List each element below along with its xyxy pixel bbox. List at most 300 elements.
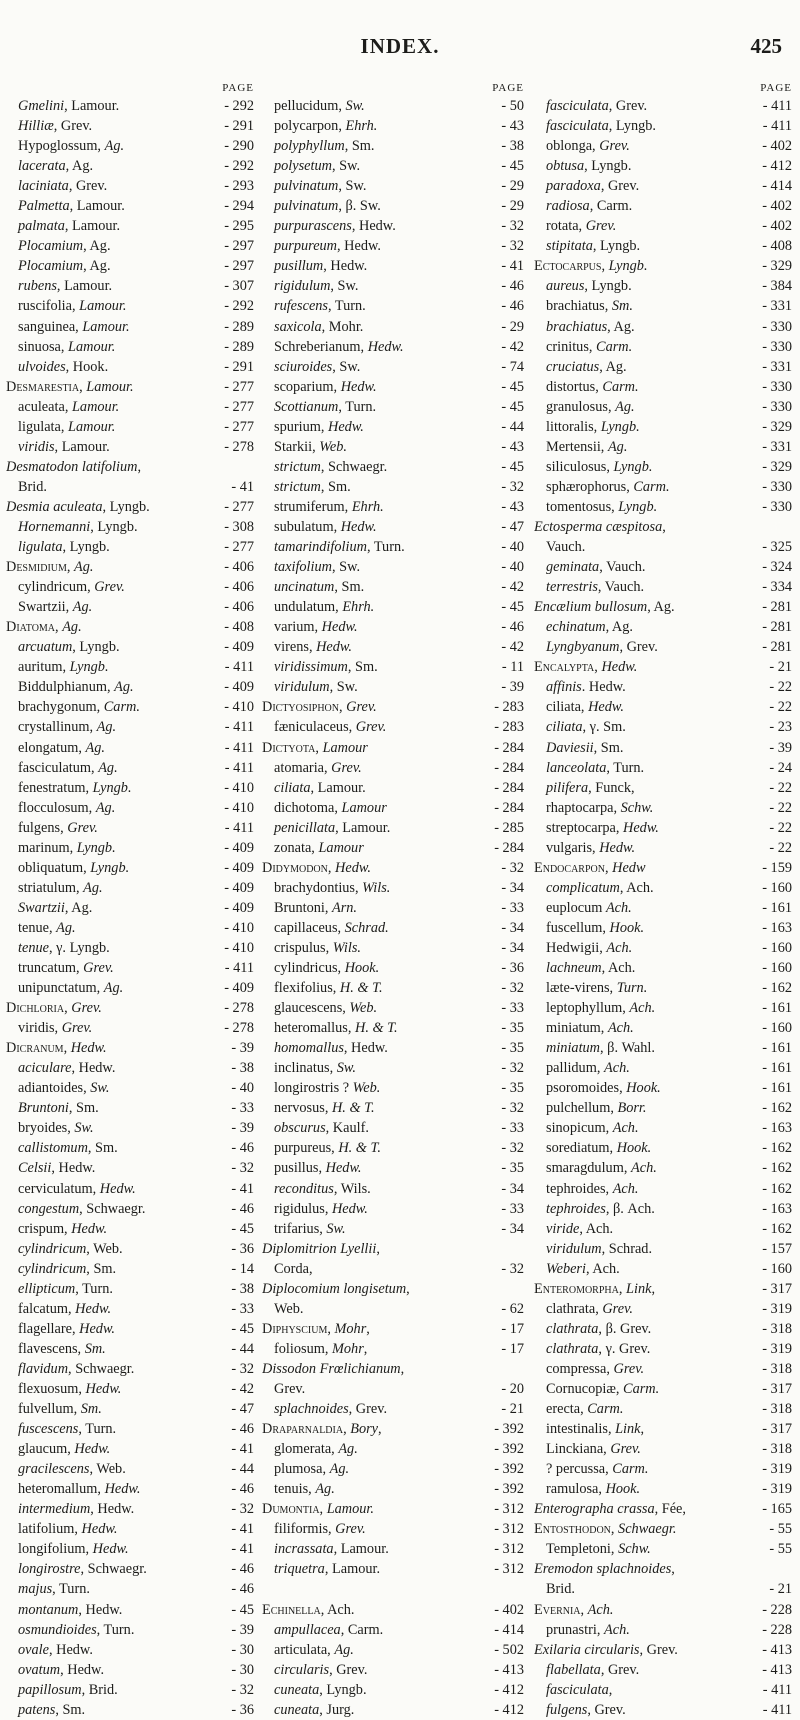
index-entry-name: Schreberianum, Hedw. xyxy=(274,338,404,355)
index-entry-page: - 295 xyxy=(224,218,254,235)
index-entry xyxy=(6,1078,254,1098)
index-entry xyxy=(262,1459,524,1479)
index-entry xyxy=(534,898,792,918)
index-entry-name: purpureus, H. & T. xyxy=(274,1140,381,1157)
index-entry-name: majus, Turn. xyxy=(18,1581,90,1598)
index-entry-page: - 42 xyxy=(501,639,524,656)
index-entry-page: - 35 xyxy=(501,1040,524,1057)
index-entry-page: - 319 xyxy=(762,1300,792,1317)
index-entry-page: - 406 xyxy=(224,599,254,616)
index-entry-page: - 41 xyxy=(231,1441,254,1458)
index-entry xyxy=(262,136,524,156)
index-entry-name: brachiatus, Sm. xyxy=(546,298,633,315)
index-entry-name: intermedium, Hedw. xyxy=(18,1501,135,1518)
index-entry xyxy=(6,697,254,717)
index-entry-name: fulgens, Grev. xyxy=(18,819,98,836)
index-entry-name: Bruntoni, Sm. xyxy=(18,1100,99,1117)
index-entry xyxy=(6,1299,254,1319)
index-heading-entry xyxy=(534,256,792,276)
index-entry-page: - 392 xyxy=(494,1441,524,1458)
index-entry-name: cuneata, Lyngb. xyxy=(274,1681,367,1698)
index-entry xyxy=(534,1158,792,1178)
index-entry-name: marinum, Lyngb. xyxy=(18,839,116,856)
index-entry-page: - 162 xyxy=(762,1100,792,1117)
index-entry-name: Grev. xyxy=(274,1381,306,1397)
index-entry-page: - 411 xyxy=(224,960,254,977)
index-entry xyxy=(262,617,524,637)
index-entry xyxy=(262,1199,524,1219)
index-entry xyxy=(534,96,792,116)
index-entry xyxy=(534,337,792,357)
index-entry-name: oblonga, Grev. xyxy=(546,138,630,155)
index-heading-entry xyxy=(262,738,524,758)
index-entry-name: foliosum, Mohr, xyxy=(274,1340,368,1357)
index-entry-name: papillosum, Brid. xyxy=(18,1681,118,1698)
index-entry xyxy=(262,156,524,176)
index-entry xyxy=(6,858,254,878)
index-entry-page: - 329 xyxy=(762,258,792,275)
index-entry-page: - 278 xyxy=(224,1000,254,1017)
index-entry-page: - 44 xyxy=(231,1461,254,1478)
index-entry-name: filiformis, Grev. xyxy=(274,1521,366,1538)
index-entry-name: ciliata, Lamour. xyxy=(274,779,366,796)
index-entry xyxy=(6,1539,254,1559)
index-entry-name: miniatum, Ach. xyxy=(546,1020,634,1037)
index-entry xyxy=(6,1680,254,1700)
index-entry-page: - 41 xyxy=(231,1180,254,1197)
index-entry-name: ulvoides, Hook. xyxy=(18,358,109,375)
index-entry-name: bryoides, Sw. xyxy=(18,1120,94,1137)
index-entry xyxy=(6,397,254,417)
index-heading-entry xyxy=(262,1419,524,1439)
index-entry xyxy=(6,878,254,898)
index-entry-page: - 277 xyxy=(224,378,254,395)
index-entry-name: falcatum, Hedw. xyxy=(18,1300,112,1317)
index-entry xyxy=(534,1078,792,1098)
index-entry xyxy=(262,1158,524,1178)
index-entry xyxy=(534,136,792,156)
index-entry xyxy=(534,1459,792,1479)
index-entry-page: - 412 xyxy=(494,1681,524,1698)
index-entry-page: - 41 xyxy=(501,258,524,275)
index-entry-name: longifolium, Hedw. xyxy=(18,1541,129,1558)
index-entry-page: - 331 xyxy=(762,358,792,375)
index-entry xyxy=(534,397,792,417)
index-entry-name: brachiatus, Ag. xyxy=(546,318,635,335)
index-entry xyxy=(534,497,792,517)
index-entry xyxy=(262,838,524,858)
index-entry-name: sanguinea, Lamour. xyxy=(18,318,130,335)
index-entry-page: - 312 xyxy=(494,1501,524,1518)
index-entry-page: - 32 xyxy=(501,859,524,876)
index-entry-page: - 284 xyxy=(494,799,524,816)
index-entry-page: - 45 xyxy=(231,1220,254,1237)
index-entry xyxy=(534,1299,792,1319)
index-entry-page: - 42 xyxy=(501,579,524,596)
index-entry-name: Desmatodon latifolium, xyxy=(6,458,142,475)
index-entry-page: - 278 xyxy=(224,438,254,455)
index-entry-name: Dichloria, Grev. xyxy=(6,1000,102,1017)
index-entry xyxy=(6,898,254,918)
index-entry-page: - 33 xyxy=(231,1100,254,1117)
index-entry-page: - 392 xyxy=(494,1481,524,1498)
index-entry-page xyxy=(497,1239,524,1259)
index-entry xyxy=(534,1319,792,1339)
index-entry xyxy=(262,677,524,697)
index-heading-entry xyxy=(262,1600,524,1620)
index-entry-name: ligulata, Lyngb. xyxy=(18,539,110,556)
index-entry-page: - 290 xyxy=(224,138,254,155)
index-entry-page: - 329 xyxy=(762,418,792,435)
index-column-3 xyxy=(534,80,792,1720)
index-entry xyxy=(6,677,254,697)
index-entry xyxy=(534,1680,792,1700)
index-entry-page: - 45 xyxy=(501,398,524,415)
index-entry-page: - 410 xyxy=(224,699,254,716)
index-entry-name: congestum, Schwaegr. xyxy=(18,1200,146,1217)
index-entry xyxy=(534,878,792,898)
index-entry xyxy=(6,276,254,296)
index-entry-page: - 318 xyxy=(762,1360,792,1377)
index-entry xyxy=(534,637,792,657)
page-number: 425 xyxy=(750,34,782,58)
index-entry-name: Brid. xyxy=(18,478,47,495)
index-entry xyxy=(6,156,254,176)
index-entry-page: - 29 xyxy=(501,318,524,335)
index-entry xyxy=(262,1118,524,1138)
index-entry xyxy=(6,918,254,938)
index-entry-name: flocculosum, Ag. xyxy=(18,799,116,816)
index-entry xyxy=(534,1038,792,1058)
index-entry xyxy=(262,357,524,377)
index-entry xyxy=(262,1640,524,1660)
index-entry xyxy=(6,136,254,156)
index-entry-page: - 165 xyxy=(762,1501,792,1518)
index-entry-name: Daviesii, Sm. xyxy=(546,739,624,756)
index-entry-name: ligulata, Lamour. xyxy=(18,418,116,435)
index-entry xyxy=(262,1339,524,1359)
index-entry-name: sinopicum, Ach. xyxy=(546,1120,639,1137)
index-entry xyxy=(6,537,254,557)
index-entry-name: siliculosus, Lyngb. xyxy=(546,458,653,475)
index-entry-page: - 334 xyxy=(762,579,792,596)
index-entry-name: Diphyscium, Mohr, xyxy=(262,1320,370,1337)
index-entry-name: inclinatus, Sw. xyxy=(274,1060,356,1077)
index-entry-page: - 409 xyxy=(224,839,254,856)
index-entry-page: - 161 xyxy=(762,1080,792,1097)
index-entry-name: læte-virens, Turn. xyxy=(546,980,648,997)
index-entry xyxy=(262,437,524,457)
index-entry xyxy=(6,1058,254,1078)
index-entry-name: Hypoglossum, Ag. xyxy=(18,138,125,155)
index-entry-page: - 277 xyxy=(224,539,254,556)
index-entry-page: - 410 xyxy=(224,779,254,796)
index-entry-page: - 40 xyxy=(231,1080,254,1097)
index-entry-name: fasciculata, Grev. xyxy=(546,98,648,114)
index-entry xyxy=(6,758,254,778)
index-entry xyxy=(6,798,254,818)
index-entry-page: - 32 xyxy=(501,218,524,235)
index-entry-page xyxy=(497,1579,524,1599)
index-entry xyxy=(6,657,254,677)
index-entry-name: clathrata, Grev. xyxy=(546,1300,633,1317)
index-entry-name: ampullacea, Carm. xyxy=(274,1621,384,1638)
index-entry-name: striatulum, Ag. xyxy=(18,879,103,896)
index-entry xyxy=(534,717,792,737)
index-entry-page: - 408 xyxy=(224,619,254,636)
index-entry-page: - 55 xyxy=(769,1521,792,1538)
index-entry-name: tenuis, Ag. xyxy=(274,1481,335,1498)
index-entry-page: - 47 xyxy=(501,518,524,535)
index-entry xyxy=(262,1098,524,1118)
index-entry xyxy=(262,1219,524,1239)
index-entry xyxy=(534,778,792,798)
index-entry xyxy=(262,317,524,337)
index-entry-page: - 392 xyxy=(494,1461,524,1478)
index-entry-page: - 30 xyxy=(231,1661,254,1678)
index-entry-name: Echinella, Ach. xyxy=(262,1601,355,1618)
index-entry xyxy=(534,998,792,1018)
column-page-heading: PAGE xyxy=(760,82,792,94)
index-entry xyxy=(534,1399,792,1419)
index-entry xyxy=(534,156,792,176)
index-entry-page: - 34 xyxy=(501,919,524,936)
index-entry-page: - 277 xyxy=(224,418,254,435)
index-heading-entry xyxy=(6,377,254,397)
index-entry-page: - 55 xyxy=(769,1541,792,1558)
index-entry xyxy=(6,1199,254,1219)
index-heading-entry xyxy=(534,1559,792,1579)
index-entry-page: - 414 xyxy=(762,178,792,195)
index-entry-name: fuscescens, Turn. xyxy=(18,1421,117,1438)
index-entry-name: Templetoni, Schw. xyxy=(546,1541,651,1558)
index-entry-name: flabellata, Grev. xyxy=(546,1661,640,1678)
index-entry-page: - 292 xyxy=(224,158,254,175)
index-entry-page: - 324 xyxy=(762,559,792,576)
index-entry xyxy=(262,276,524,296)
index-entry-page: - 162 xyxy=(762,1220,792,1237)
index-entry-name: atomaria, Grev. xyxy=(274,759,362,776)
index-entry-name: flavescens, Sm. xyxy=(18,1340,106,1357)
index-entry-name: Diatoma, Ag. xyxy=(6,619,82,636)
index-entry-page: - 319 xyxy=(762,1481,792,1498)
index-entry-name: rotata, Grev. xyxy=(546,218,617,235)
index-entry-page: - 160 xyxy=(762,960,792,977)
index-entry xyxy=(262,1519,524,1539)
index-entry-name: Hilliæ, Grev. xyxy=(18,118,93,135)
index-entry xyxy=(262,1179,524,1199)
index-entry xyxy=(534,437,792,457)
index-entry-page: - 44 xyxy=(501,418,524,435)
index-entry xyxy=(262,898,524,918)
index-entry-page: - 32 xyxy=(501,1260,524,1277)
index-entry-name: spurium, Hedw. xyxy=(274,418,364,435)
index-entry-name: prunastri, Ach. xyxy=(546,1621,630,1638)
index-entry-name: incrassata, Lamour. xyxy=(274,1541,389,1558)
index-entry-page: - 38 xyxy=(231,1280,254,1297)
index-entry-name: virens, Hedw. xyxy=(274,639,352,656)
index-entry xyxy=(262,1539,524,1559)
index-entry-page: - 41 xyxy=(231,478,254,495)
index-entry-name: Brid. xyxy=(546,1581,575,1598)
index-entry-page: - 32 xyxy=(231,1681,254,1698)
index-entry-name: complicatum, Ach. xyxy=(546,879,654,896)
index-entry-name: ellipticum, Turn. xyxy=(18,1280,113,1297)
index-entry-name: arcuatum, Lyngb. xyxy=(18,639,120,656)
index-entry-page: - 330 xyxy=(762,498,792,515)
index-entry xyxy=(6,597,254,617)
index-entry xyxy=(6,1499,254,1519)
index-entry-name: purpurascens, Hedw. xyxy=(274,218,396,235)
index-entry-page: - 38 xyxy=(231,1060,254,1077)
index-entry xyxy=(6,236,254,256)
index-entry-name: cruciatus, Ag. xyxy=(546,358,627,375)
index-entry-name: granulosus, Ag. xyxy=(546,398,635,415)
page-title: INDEX. xyxy=(360,34,440,58)
index-entry-name: longirostris ? Web. xyxy=(274,1080,381,1097)
index-entry xyxy=(534,758,792,778)
index-entry-name: sciuroides, Sw. xyxy=(274,358,361,375)
index-entry xyxy=(262,938,524,958)
index-entry xyxy=(534,296,792,316)
index-entry xyxy=(534,1179,792,1199)
index-entry-name: subulatum, Hedw. xyxy=(274,518,377,535)
index-entry-page: - 29 xyxy=(501,198,524,215)
index-entry-page: - 330 xyxy=(762,318,792,335)
index-entry xyxy=(262,1660,524,1680)
index-entry-name: crispum, Hedw. xyxy=(18,1220,108,1237)
index-entry xyxy=(6,1339,254,1359)
index-entry-name: Endocarpon, Hedw xyxy=(534,859,646,876)
index-entry-page: - 33 xyxy=(231,1300,254,1317)
index-entry-page: - 11 xyxy=(501,659,524,676)
index-entry xyxy=(262,96,524,116)
index-entry-name: ? percussa, Carm. xyxy=(546,1461,649,1478)
index-entry-name: flexifolius, H. & T. xyxy=(274,980,383,997)
index-heading-entry xyxy=(262,1319,524,1339)
index-entry-page: - 162 xyxy=(762,1180,792,1197)
index-entry-page: - 43 xyxy=(501,118,524,135)
index-entry-page: - 39 xyxy=(231,1621,254,1638)
index-entry xyxy=(534,677,792,697)
index-entry-page: - 409 xyxy=(224,879,254,896)
index-entry-name: euplocum Ach. xyxy=(546,899,632,916)
index-entry xyxy=(6,778,254,798)
index-entry xyxy=(6,1018,254,1038)
index-entry xyxy=(262,878,524,898)
index-entry xyxy=(262,337,524,357)
index-entry-name: Enterographa crassa, Fée, xyxy=(534,1501,686,1518)
index-entry-name: fuscellum, Hook. xyxy=(546,919,645,936)
index-entry-page: - 312 xyxy=(494,1561,524,1578)
index-entry-name: plumosa, Ag. xyxy=(274,1461,350,1478)
index-entry xyxy=(534,1620,792,1640)
index-entry-page: - 413 xyxy=(762,1661,792,1678)
index-entry-page: - 32 xyxy=(231,1360,254,1377)
index-entry-name: undulatum, Ehrh. xyxy=(274,599,375,616)
page-header xyxy=(0,28,800,68)
index-entry-page: - 317 xyxy=(762,1280,792,1297)
index-entry-page: - 46 xyxy=(231,1200,254,1217)
index-entry-name: affinis. Hedw. xyxy=(546,679,626,696)
index-entry-name: Palmetta, Lamour. xyxy=(18,198,125,215)
index-entry-name: scoparium, Hedw. xyxy=(274,378,377,395)
index-entry xyxy=(534,1098,792,1118)
index-entry-page: - 412 xyxy=(762,158,792,175)
index-entry xyxy=(262,216,524,236)
index-entry xyxy=(6,1138,254,1158)
index-entry xyxy=(262,397,524,417)
index-entry-name: pallidum, Ach. xyxy=(546,1060,630,1077)
index-entry-page: - 281 xyxy=(762,619,792,636)
index-entry xyxy=(6,637,254,657)
index-entry-name: flavidum, Schwaegr. xyxy=(18,1360,135,1377)
index-entry-name: polycarpon, Ehrh. xyxy=(274,118,378,135)
index-entry-page: - 502 xyxy=(494,1641,524,1658)
index-entry xyxy=(6,1179,254,1199)
index-entry-page: - 46 xyxy=(501,619,524,636)
index-entry-page: - 291 xyxy=(224,358,254,375)
index-entry-page: - 283 xyxy=(494,719,524,736)
index-entry xyxy=(6,1479,254,1499)
index-entry xyxy=(262,557,524,577)
index-entry-page: - 331 xyxy=(762,438,792,455)
index-entry-name: glaucescens, Web. xyxy=(274,1000,378,1017)
index-entry-name: Dumontia, Lamour. xyxy=(262,1501,374,1518)
index-entry-name: reconditus, Wils. xyxy=(274,1180,371,1197)
index-entry-page: - 39 xyxy=(501,679,524,696)
index-entry-page: - 412 xyxy=(494,1701,524,1718)
index-entry-name: pulvinatum, Sw. xyxy=(274,178,367,195)
index-entry-page: - 30 xyxy=(231,1641,254,1658)
index-entry xyxy=(6,938,254,958)
index-entry xyxy=(534,1339,792,1359)
index-entry-page xyxy=(227,457,254,477)
index-heading-entry xyxy=(262,858,524,878)
index-entry-name: viridis, Grev. xyxy=(18,1020,93,1037)
index-entry-page: - 289 xyxy=(224,318,254,335)
index-entry-page: - 411 xyxy=(224,759,254,776)
index-entry xyxy=(6,1700,254,1720)
index-entry-page: - 402 xyxy=(494,1601,524,1618)
index-entry-page: - 34 xyxy=(501,1220,524,1237)
index-entry-page: - 35 xyxy=(501,1020,524,1037)
index-entry xyxy=(534,1138,792,1158)
index-entry xyxy=(534,1219,792,1239)
index-entry xyxy=(534,477,792,497)
index-entry xyxy=(262,577,524,597)
index-entry-page: - 293 xyxy=(224,178,254,195)
index-entry-page: - 410 xyxy=(224,939,254,956)
index-entry xyxy=(534,457,792,477)
index-entry xyxy=(6,1399,254,1419)
index-entry xyxy=(534,738,792,758)
index-entry xyxy=(534,1118,792,1138)
index-entry-name: obtusa, Lyngb. xyxy=(546,158,632,175)
index-entry-name: polysetum, Sw. xyxy=(274,158,361,175)
index-entry-name: brachydontius, Wils. xyxy=(274,879,391,896)
index-entry xyxy=(6,1118,254,1138)
index-entry-name: Linckiana, Grev. xyxy=(546,1441,641,1458)
index-entry xyxy=(534,938,792,958)
index-entry-name: Desmia aculeata, Lyngb. xyxy=(6,498,150,515)
index-entry-name: miniatum, β. Wahl. xyxy=(546,1040,655,1057)
index-entry-name: rhaptocarpa, Schw. xyxy=(546,799,654,816)
index-entry-page: - 284 xyxy=(494,759,524,776)
index-entry-name: fæniculaceus, Grev. xyxy=(274,719,387,736)
index-entry xyxy=(262,296,524,316)
index-entry-page: - 17 xyxy=(501,1320,524,1337)
